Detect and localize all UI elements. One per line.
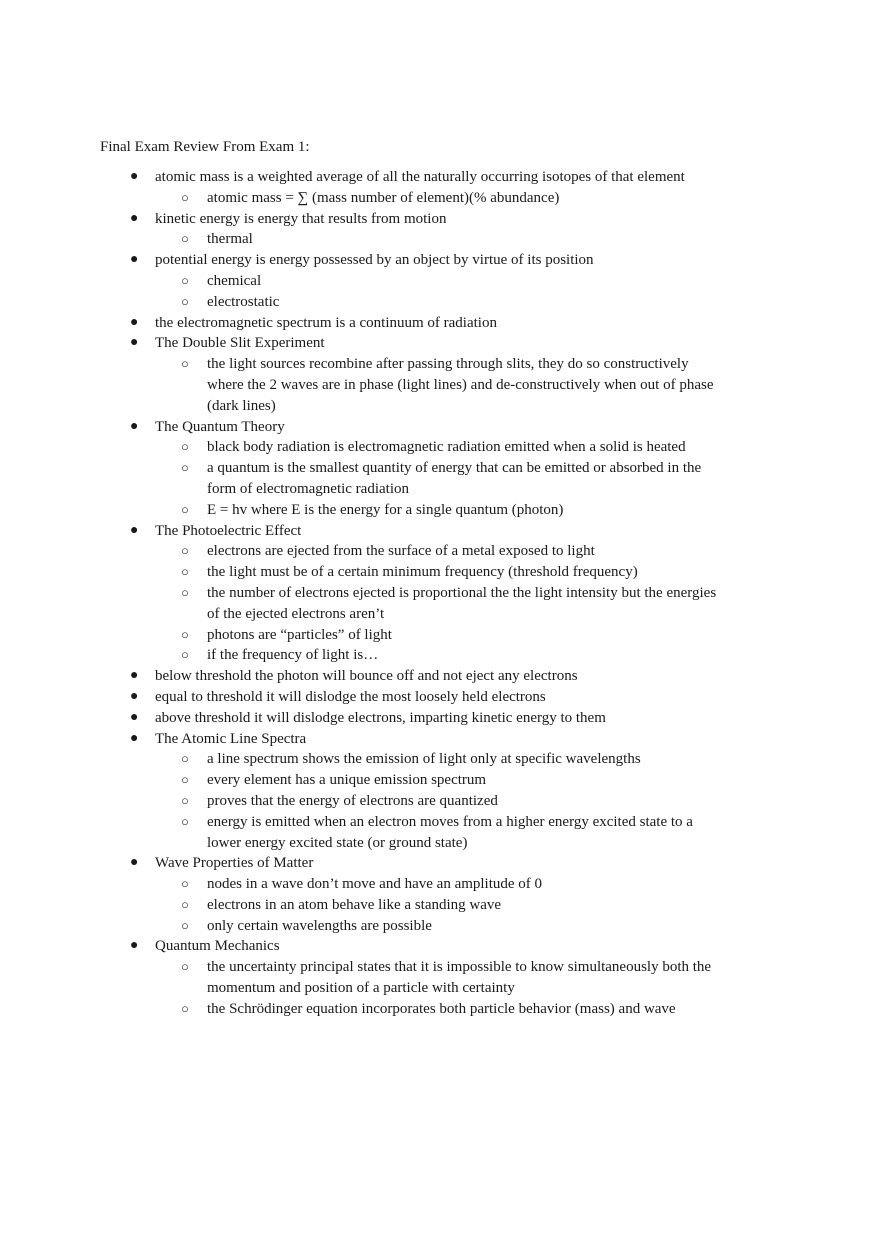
sub-list-item [0, 874, 717, 895]
list-item-text: electrons are ejected from the surface of a metal exposed to light [207, 543, 595, 560]
list-item [0, 313, 715, 334]
hollow-bullet-icon: ○ [181, 501, 189, 517]
filled-bullet-icon: ● [130, 688, 139, 704]
sub-list-item [0, 458, 717, 500]
sub-list-item [0, 895, 717, 916]
list-item [0, 209, 715, 230]
list-item-text: The Quantum Theory [155, 418, 285, 435]
list-item-text: the uncertainty principal states that it is impossible to know simultaneously both the momentum and position of a particle with certainty [207, 959, 712, 997]
hollow-bullet-icon: ○ [181, 293, 189, 309]
hollow-bullet-icon: ○ [181, 813, 189, 829]
filled-bullet-icon: ● [130, 252, 139, 268]
sub-list-item [0, 791, 717, 812]
hollow-bullet-icon: ○ [181, 626, 189, 642]
list-item-text: above threshold it will dislodge electrons, imparting kinetic energy to them [155, 709, 606, 726]
list-item-text: the electromagnetic spectrum is a continuum of radiation [155, 314, 497, 331]
hollow-bullet-icon: ○ [181, 564, 189, 580]
list-item [0, 167, 715, 188]
hollow-bullet-icon: ○ [181, 876, 189, 892]
hollow-bullet-icon: ○ [181, 1000, 189, 1016]
list-item-text: the Schrödinger equation incorporates both particle behavior (mass) and wave [207, 1000, 676, 1017]
list-item-text: energy is emitted when an electron moves from a higher energy excited state to a lower energy excited state (or ground state) [207, 813, 693, 851]
filled-bullet-icon: ● [130, 709, 139, 725]
sub-list-item [0, 812, 717, 854]
filled-bullet-icon: ● [130, 418, 139, 434]
list-item-text: kinetic energy is energy that results from motion [155, 210, 447, 227]
list-item-text: electrons in an atom behave like a standing wave [207, 896, 502, 913]
sub-list-item [0, 437, 717, 458]
list-item [0, 417, 715, 438]
list-item-text: E = hv where E is the energy for a single quantum (photon) [207, 501, 564, 518]
filled-bullet-icon: ● [130, 210, 139, 226]
list-item-text: electrostatic [207, 293, 280, 310]
hollow-bullet-icon: ○ [181, 792, 189, 808]
list-item-text: the number of electrons ejected is proportional the the light intensity but the energies of the ejected electrons aren’t [207, 584, 717, 622]
sub-list-item [0, 229, 717, 250]
document-title: Final Exam Review From Exam 1: [100, 139, 310, 155]
sub-list-item [0, 749, 717, 770]
hollow-bullet-icon: ○ [181, 896, 189, 912]
filled-bullet-icon: ● [130, 730, 139, 746]
list-item-text: proves that the energy of electrons are quantized [207, 792, 498, 809]
filled-bullet-icon: ● [130, 314, 139, 330]
list-item-text: The Atomic Line Spectra [155, 730, 307, 747]
list-item-text: potential energy is energy possessed by an object by virtue of its position [155, 252, 594, 269]
hollow-bullet-icon: ○ [181, 439, 189, 455]
filled-bullet-icon: ● [130, 855, 139, 871]
hollow-bullet-icon: ○ [181, 959, 189, 975]
list-item [0, 853, 715, 874]
list-item [0, 936, 715, 957]
list-item-text: chemical [207, 272, 262, 289]
filled-bullet-icon: ● [130, 938, 139, 954]
list-item-text: nodes in a wave don’t move and have an amplitude of 0 [207, 876, 543, 893]
list-item [0, 521, 715, 542]
list-item-text: a quantum is the smallest quantity of energy that can be emitted or absorbed in the form of electromagnetic radiation [207, 460, 702, 497]
sub-list-item [0, 188, 717, 209]
list-item-text: The Photoelectric Effect [155, 522, 302, 539]
list-item-text: atomic mass = ∑ (mass number of element)(% abundance) [207, 189, 560, 206]
hollow-bullet-icon: ○ [181, 356, 189, 372]
sub-list-item [0, 541, 717, 562]
sub-list-item [0, 583, 717, 625]
hollow-bullet-icon: ○ [181, 272, 189, 288]
filled-bullet-icon: ● [130, 335, 139, 351]
hollow-bullet-icon: ○ [181, 584, 189, 600]
sub-list-item [0, 625, 717, 646]
list-item-text: every element has a unique emission spectrum [207, 772, 487, 789]
hollow-bullet-icon: ○ [181, 543, 189, 559]
filled-bullet-icon: ● [130, 522, 139, 538]
list-item-text: black body radiation is electromagnetic radiation emitted when a solid is heated [207, 439, 686, 456]
sub-list-item [0, 271, 717, 292]
sub-list-item [0, 292, 717, 313]
sub-list-item [0, 354, 717, 416]
list-item-text: a line spectrum shows the emission of light only at specific wavelengths [207, 751, 641, 768]
list-item-text: the light must be of a certain minimum frequency (threshold frequency) [207, 564, 638, 581]
sub-list-item [0, 562, 717, 583]
hollow-bullet-icon: ○ [181, 917, 189, 933]
filled-bullet-icon: ● [130, 668, 139, 684]
filled-bullet-icon: ● [130, 169, 139, 184]
list-item-text: if the frequency of light is… [207, 647, 379, 664]
list-item [0, 250, 715, 271]
hollow-bullet-icon: ○ [181, 647, 189, 663]
hollow-bullet-icon: ○ [181, 189, 189, 205]
list-item [0, 333, 715, 354]
list-item [0, 687, 715, 708]
list-item-text: atomic mass is a weighted average of all the naturally occurring isotopes of that element [155, 169, 685, 185]
list-item [0, 708, 715, 729]
notes-list [0, 167, 880, 1020]
list-item-text: thermal [207, 231, 253, 248]
list-item-text: below threshold the photon will bounce off and not eject any electrons [155, 668, 578, 685]
list-item-text: equal to threshold it will dislodge the most loosely held electrons [155, 688, 546, 705]
sub-list-item [0, 500, 717, 521]
sub-list-item [0, 957, 717, 999]
list-item [0, 666, 715, 687]
sub-list-item [0, 770, 717, 791]
hollow-bullet-icon: ○ [181, 460, 189, 476]
hollow-bullet-icon: ○ [181, 231, 189, 247]
list-item-text: only certain wavelengths are possible [207, 917, 432, 934]
list-item-text: Wave Properties of Matter [155, 855, 314, 872]
list-item-text: the light sources recombine after passing through slits, they do so constructively where the 2 waves are in phase (light lines) and de-constructively when out of phase (dark lines) [207, 356, 714, 414]
sub-list-item [0, 916, 717, 937]
list-item [0, 729, 715, 750]
sub-list-item [0, 645, 717, 666]
list-item-text: Quantum Mechanics [155, 938, 280, 955]
list-item-text: photons are “particles” of light [207, 626, 392, 643]
hollow-bullet-icon: ○ [181, 751, 189, 767]
sub-list-item [0, 999, 717, 1020]
hollow-bullet-icon: ○ [181, 772, 189, 788]
list-item-text: The Double Slit Experiment [155, 335, 325, 352]
